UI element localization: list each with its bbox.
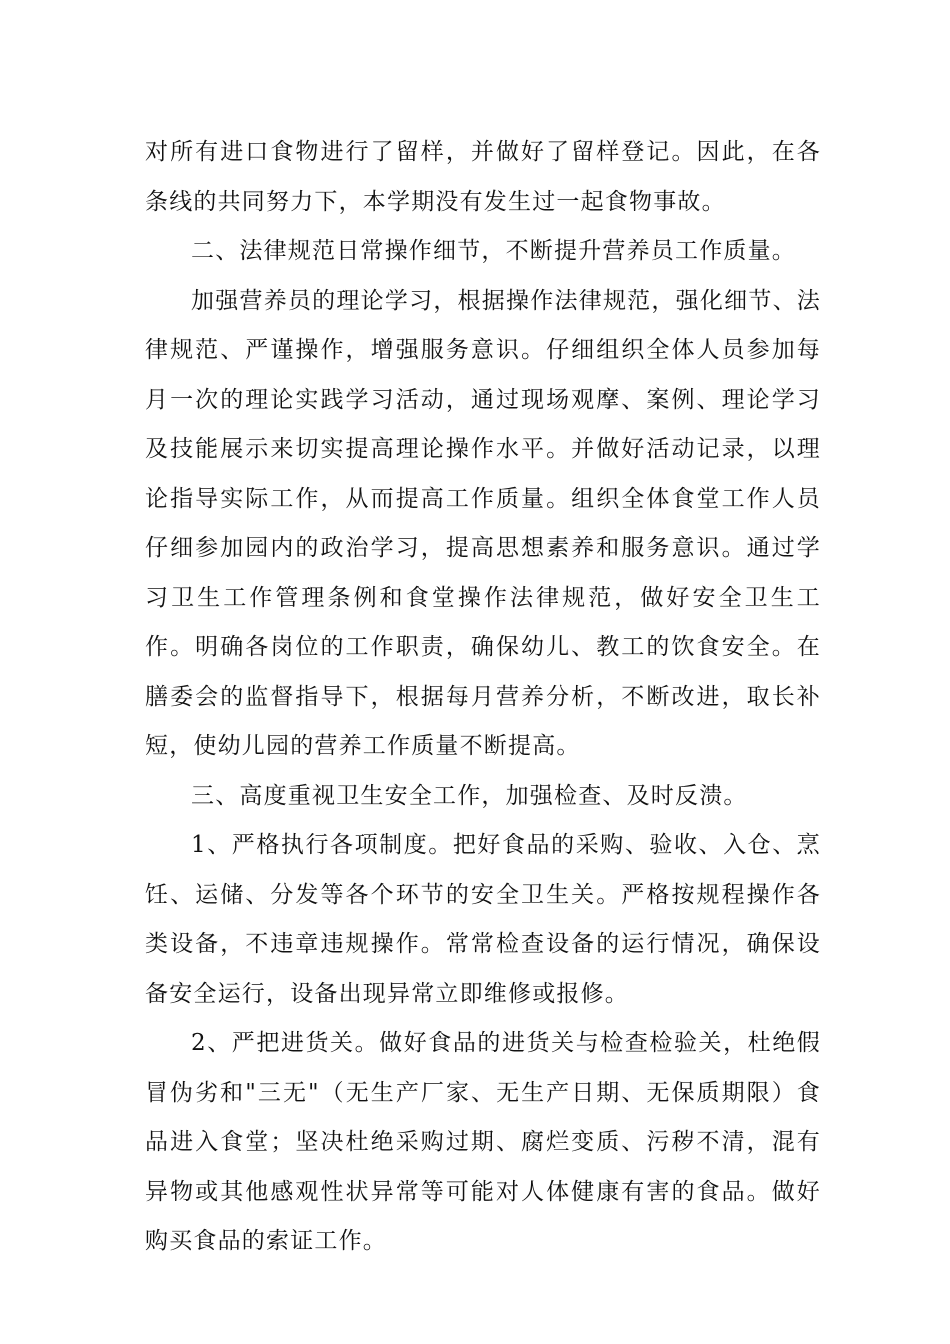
paragraph-4-heading: 三、高度重视卫生安全工作，加强检查、及时反溃。 — [191, 782, 748, 809]
paragraph-6: 2、严把进货关。做好食品的进货关与检查检验关，杜绝假冒伪劣和"三无"（无生产厂家、无生产日期、无保质期限）食品进入食堂；坚决杜绝采购过期、腐烂变质、污秽不清，混有异物或其他感观性状异常等可能对人体健康有害的食品。做好购买食品的索证工作。 — [145, 1030, 821, 1254]
paragraph-3: 加强营养员的理论学习，根据操作法律规范，强化细节、法律规范、严谨操作，增强服务意识。仔细组织全体人员参加每月一次的理论实践学习活动，通过现场观摩、案例、理论学习及技能展示来切实提高理论操作水平。并做好活动记录，以理论指导实际工作，从而提高工作质量。组织全体食堂工作人员仔细参加园内的政治学习，提高思想素养和服务意识。通过学习卫生工作管理条例和食堂操作法律规范，做好安全卫生工作。明确各岗位的工作职责，确保幼儿、教工的饮食安全。在膳委会的监督指导下，根据每月营养分析，不断改进，取长补短，使幼儿园的营养工作质量不断提高。 — [145, 287, 821, 759]
paragraph-2-heading: 二、法律规范日常操作细节，不断提升营养员工作质量。 — [191, 238, 796, 264]
document-body — [145, 128, 821, 1267]
paragraph-1: 对所有进口食物进行了留样，并做好了留样登记。因此，在各条线的共同努力下，本学期没有发生过一起食物事故。 — [145, 139, 821, 215]
paragraph-5: 1、严格执行各项制度。把好食品的采购、验收、入仓、烹饪、运储、分发等各个环节的安全卫生关。严格按规程操作各类设备，不违章违规操作。常常检查设备的运行情况，确保设备安全运行，设备出现异常立即维修或报修。 — [145, 832, 821, 1007]
